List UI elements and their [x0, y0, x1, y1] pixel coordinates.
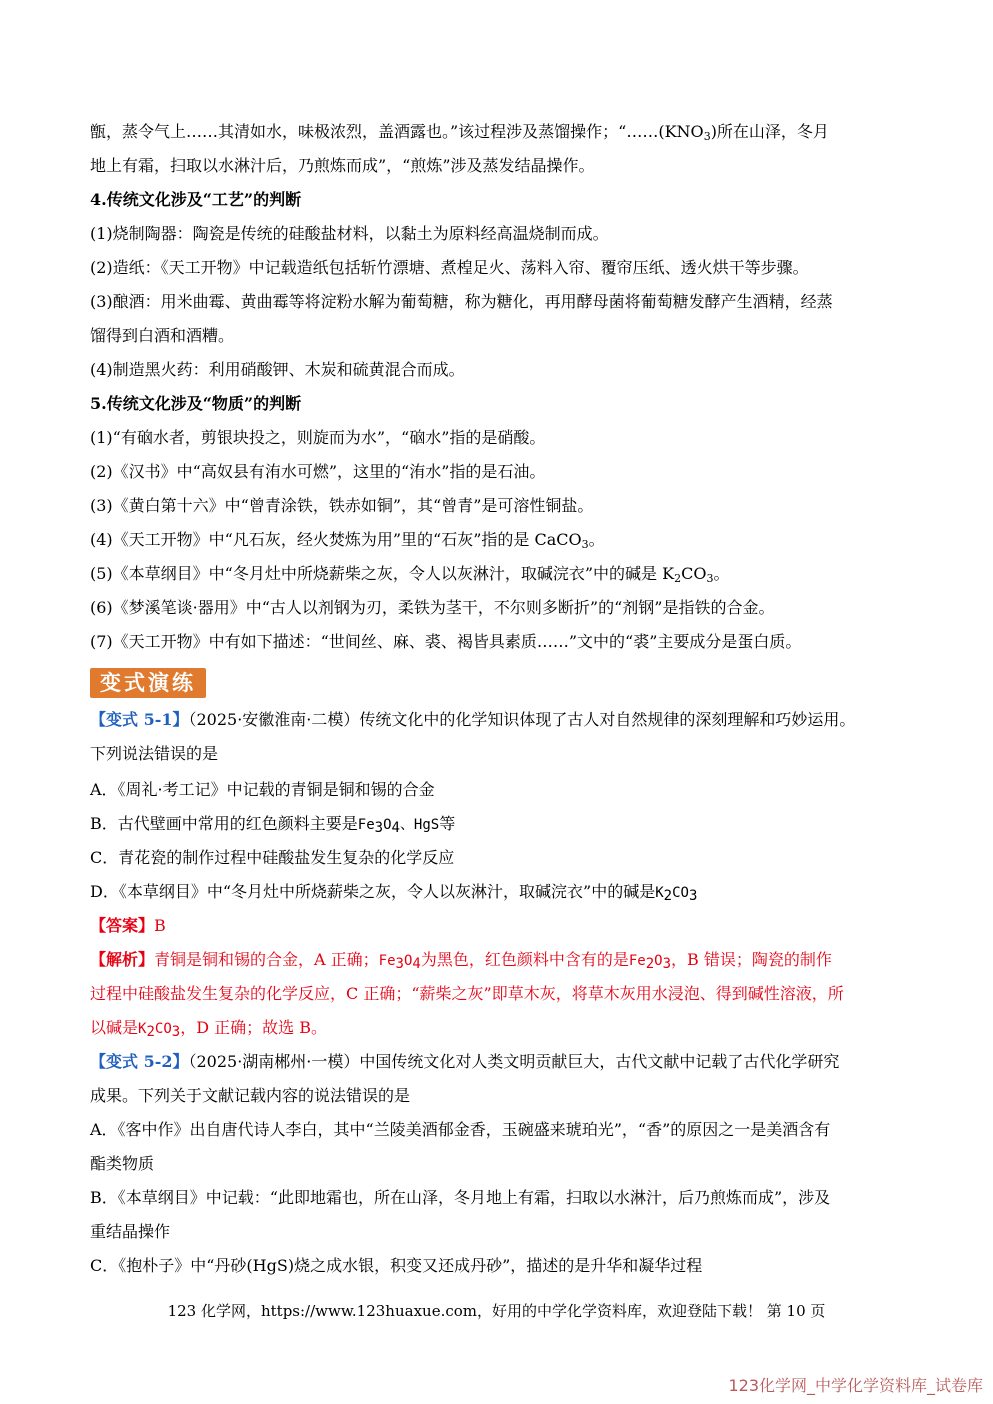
- list-item: (4)制造黑火药：利用硝酸钾、木炭和硫黄混合而成。: [90, 360, 465, 379]
- paragraph-line: 甑，蒸令气上……其清如水，味极浓烈，盖酒露也。”该过程涉及蒸馏操作；“$\dots\dots(KNO_3)$所在山泽，冬月: [90, 122, 829, 143]
- option-b-continued: 重结晶操作: [90, 1222, 171, 1241]
- page-footer: 123 化学网，https://www.123huaxue.com，好用的中学化学资料库，欢迎登陆下载！ 第 10 页: [167, 1302, 826, 1320]
- list-item: (4)《天工开物》中“凡石灰，经火焚炼为用”里的“石灰”指的是 CaCO$_3$。: [90, 530, 605, 551]
- paragraph-line: 地上有霜，扫取以水淋汁后，乃煎炼而成”，“煎炼”涉及蒸发结晶操作。: [90, 156, 595, 175]
- section-heading-4: 4.传统文化涉及“工艺”的判断: [90, 190, 302, 209]
- option-a: A．《客中作》出自唐代诗人李白，其中“兰陵美酒郁金香，玉碗盛来琥珀光”，“香”的原因之一是美酒含有: [90, 1120, 831, 1139]
- list-item: (2)造纸：《天工开物》中记载造纸包括斩竹漂塘、煮楻足火、荡料入帘、覆帘压纸、透火烘干等步骤。: [90, 258, 809, 277]
- explanation-tag: 【解析】: [90, 950, 155, 969]
- practice-banner: 变式演练: [90, 668, 206, 698]
- list-item: (1)烧制陶器：陶瓷是传统的硅酸盐材料，以黏土为原料经高温烧制而成。: [90, 224, 609, 243]
- explanation-line: 【解析】青铜是铜和锡的合金，A 正确；Fe3O4为黑色，红色颜料中含有的是Fe2O3，B 错误；陶瓷的制作: [90, 950, 832, 972]
- section-heading-5: 5.传统文化涉及“物质”的判断: [90, 394, 302, 413]
- list-item: (5)《本草纲目》中“冬月灶中所烧薪柴之灰，令人以灰淋汁，取碱浣衣”中的碱是 $K_2CO_3$。: [90, 564, 730, 585]
- explanation-line: 以碱是K2CO3，D 正确；故选 B。: [90, 1018, 327, 1040]
- explanation-line: 过程中硅酸盐发生复杂的化学反应，C 正确；“薪柴之灰”即草木灰，将草木灰用水浸泡、得到碱性溶液，所: [90, 984, 844, 1003]
- question-stem: 下列说法错误的是: [90, 744, 219, 763]
- answer-line: [90, 916, 166, 936]
- list-item: (1)“有硇水者，剪银块投之，则旋而为水”，“硇水”指的是硝酸。: [90, 428, 546, 447]
- option-a-continued: 酯类物质: [90, 1154, 155, 1173]
- question-stem: 成果。下列关于文献记载内容的说法错误的是: [90, 1086, 411, 1105]
- list-item-continued: 馏得到白酒和酒糟。: [90, 326, 235, 345]
- list-item: (7)《天工开物》中有如下描述：“世间丝、麻、裘、褐皆具素质……”文中的“裘”主要成分是蛋白质。: [90, 632, 802, 651]
- list-item: (3)酿酒：用米曲霉、黄曲霉等将淀粉水解为葡萄糖，称为糖化，再用酵母菌将葡萄糖发酵产生酒精，经蒸: [90, 292, 833, 311]
- answer-tag: 【答案】: [90, 916, 155, 935]
- list-item: (6)《梦溪笔谈·器用》中“古人以剂钢为刃，柔铁为茎干，不尔则多断折”的“剂钢”是指铁的合金。: [90, 598, 775, 617]
- list-item: (3)《黄白第十六》中“曾青涂铁，铁赤如铜”，其“曾青”是可溶性铜盐。: [90, 496, 594, 515]
- option-d: D．《本草纲目》中“冬月灶中所烧薪柴之灰，令人以灰淋汁，取碱浣衣”中的碱是K2CO3: [90, 882, 698, 904]
- option-b: B．古代壁画中常用的红色颜料主要是Fe3O4、HgS等: [90, 814, 456, 836]
- question-stem: 【变式 5-1】（2025·安徽淮南·二模）传统文化中的化学知识体现了古人对自然规律的深刻理解和巧妙运用。: [90, 710, 856, 729]
- option-a: A．《周礼·考工记》中记载的青铜是铜和锡的合金: [90, 780, 435, 799]
- question-tag: 【变式 5-1】: [90, 710, 189, 729]
- watermark-text: 123化学网_中学化学资料库_试卷库: [728, 1376, 983, 1395]
- option-c: C．《抱朴子》中“丹砂(HgS)烧之成水银，积变又还成丹砂”，描述的是升华和凝华过程: [90, 1256, 703, 1275]
- option-b: B．《本草纲目》中记载：“此即地霜也，所在山泽，冬月地上有霜，扫取以水淋汁，后乃煎炼而成”，涉及: [90, 1188, 831, 1207]
- list-item: (2)《汉书》中“高奴县有洧水可燃”，这里的“洧水”指的是石油。: [90, 462, 546, 481]
- option-c: C．青花瓷的制作过程中硅酸盐发生复杂的化学反应: [90, 848, 455, 867]
- question-stem: 【变式 5-2】（2025·湖南郴州·一模）中国传统文化对人类文明贡献巨大，古代文献中记载了古代化学研究: [90, 1052, 840, 1071]
- answer-value: B: [154, 916, 166, 935]
- question-tag: 【变式 5-2】: [90, 1052, 189, 1071]
